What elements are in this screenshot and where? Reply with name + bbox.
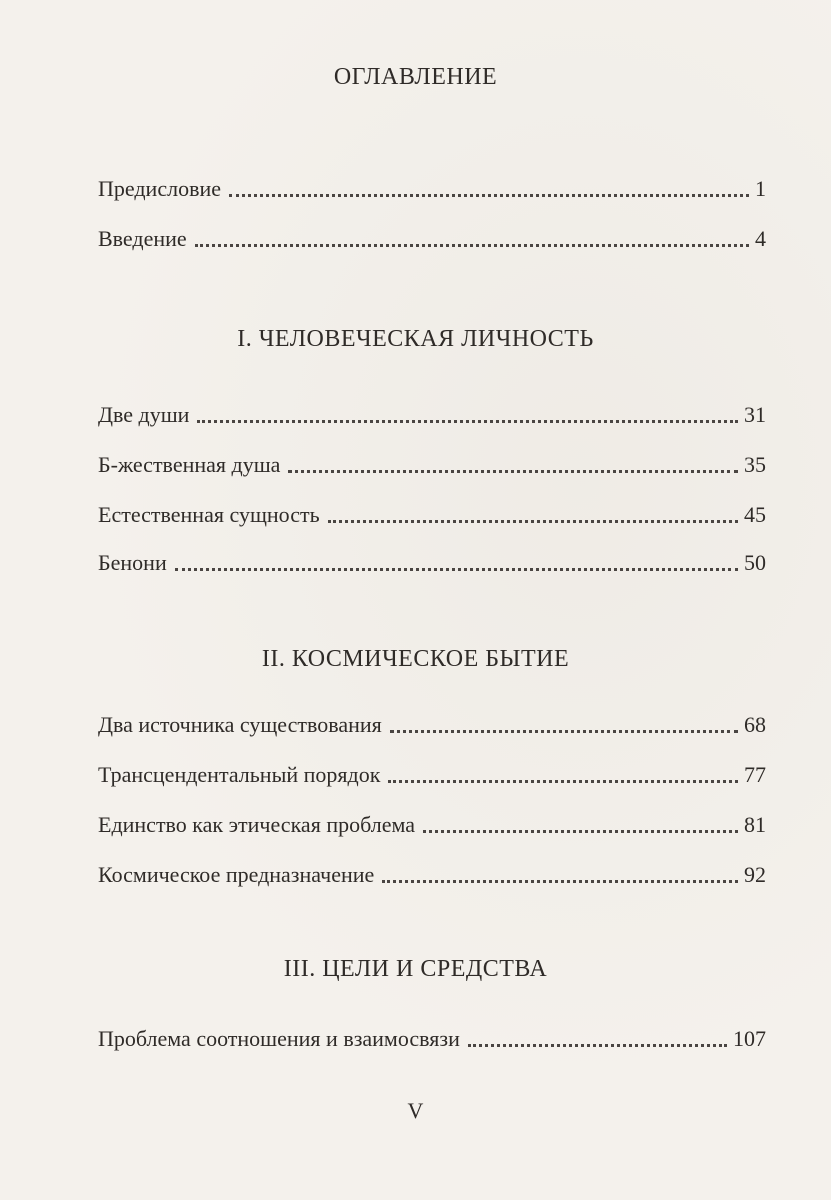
toc-entry-page: 45 — [744, 502, 766, 527]
toc-entry — [98, 498, 766, 528]
toc-entry-page: 4 — [755, 226, 766, 251]
toc-entry — [98, 858, 766, 888]
toc-entry-title: Естественная сущность — [98, 502, 320, 527]
toc-entry-page: 77 — [744, 762, 766, 787]
toc-entry-title: Бенони — [98, 550, 167, 575]
toc-entry-page: 35 — [744, 452, 766, 477]
toc-entry — [98, 448, 766, 478]
part-heading: III. ЦЕЛИ И СРЕДСТВА — [283, 956, 548, 982]
toc-entry-page: 50 — [744, 550, 766, 575]
toc-entry-page: 81 — [744, 812, 766, 837]
toc-entry — [98, 708, 766, 738]
toc-entry-title: Две души — [98, 402, 190, 427]
toc-entry-page: 92 — [744, 862, 766, 887]
dot-leader — [195, 242, 749, 247]
dot-leader — [175, 566, 738, 571]
toc-heading: ОГЛАВЛЕНИЕ — [333, 64, 498, 90]
toc-entry — [98, 758, 766, 788]
toc-entry-title: Космическое предназначение — [98, 862, 375, 887]
dot-leader — [423, 828, 738, 833]
toc-entry-title: Введение — [98, 226, 187, 251]
dot-leader — [288, 468, 738, 473]
dot-leader — [468, 1042, 727, 1047]
dot-leader — [382, 878, 738, 883]
toc-entry — [98, 172, 766, 202]
toc-entry-title: Трансцендентальный порядок — [98, 762, 381, 787]
toc-entry-title: Два источника существования — [98, 712, 382, 737]
dot-leader — [390, 728, 738, 733]
toc-entry — [98, 1022, 766, 1052]
toc-entry-page: 107 — [733, 1026, 766, 1051]
toc-entry — [98, 546, 766, 576]
toc-entry-title: Предисловие — [98, 176, 221, 201]
dot-leader — [328, 518, 738, 523]
toc-entry-title: Единство как этическая проблема — [98, 812, 416, 837]
page-number: V — [407, 1098, 424, 1123]
toc-entry — [98, 398, 766, 428]
toc-entry — [98, 808, 766, 838]
toc-entry — [98, 222, 766, 252]
toc-entry-page: 1 — [755, 176, 766, 201]
part-heading: I. ЧЕЛОВЕЧЕСКАЯ ЛИЧНОСТЬ — [237, 326, 594, 352]
toc-entry-title: Проблема соотношения и взаимосвязи — [98, 1026, 460, 1051]
dot-leader — [388, 778, 738, 783]
toc-entry-title: Б-жественная душа — [98, 452, 281, 477]
toc-entry-page: 68 — [744, 712, 766, 737]
part-heading: II. КОСМИЧЕСКОЕ БЫТИЕ — [261, 646, 570, 672]
toc-entry-page: 31 — [744, 402, 766, 427]
dot-leader — [229, 192, 749, 197]
dot-leader — [197, 418, 738, 423]
